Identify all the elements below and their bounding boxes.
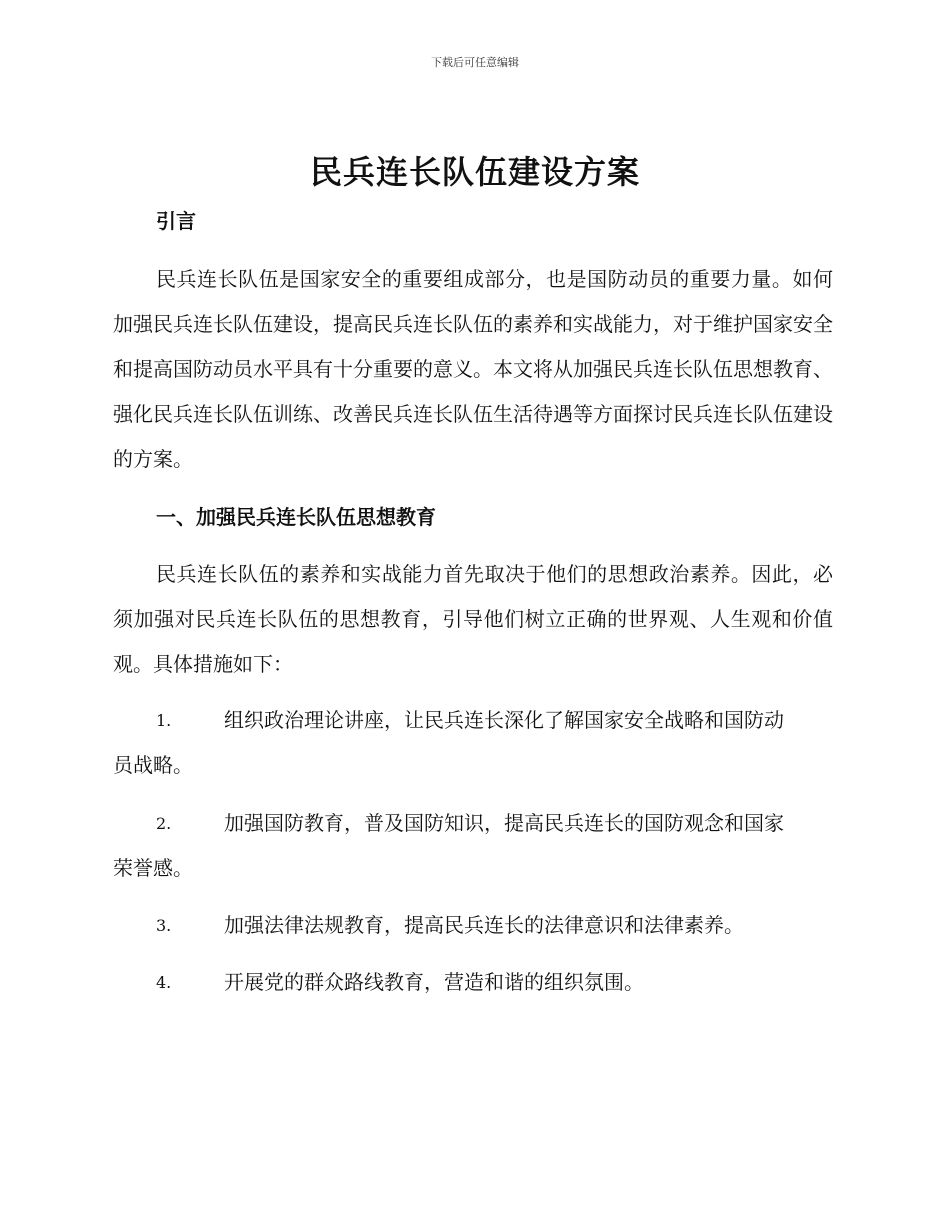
list-item-text: 加强国防教育，普及国防知识，提高民兵连长的国防观念和国家 [224,811,784,835]
list-item-text: 组织政治理论讲座，让民兵连长深化了解国家安全战略和国防动 [224,708,784,732]
list-item [113,698,833,788]
page-header-note: 下载后可任意编辑 [431,56,519,69]
intro-paragraph [113,257,833,482]
list-item-text: 加强法律法规教育，提高民兵连长的法律意识和法律素养。 [224,913,744,937]
list-item-text-continued: 荣誉感。 [113,856,193,880]
intro-heading: 引言 [156,209,196,233]
list-item-text: 开展党的群众路线教育，营造和谐的组织氛围。 [224,970,644,994]
list-item-number: 4. [156,973,172,992]
list-item [113,903,833,948]
document-title: 民兵连长队伍建设方案 [309,153,640,191]
list-item-number: 3. [156,916,172,935]
section1-heading: 一、加强民兵连长队伍思想教育 [156,505,436,529]
section1-paragraph-text: 民兵连长队伍的素养和实战能力首先取决于他们的思想政治素养。因此，必须加强对民兵连长队伍的思想教育，引导他们树立正确的世界观、人生观和价值观。具体措施如下： [113,562,833,676]
list-item-number: 2. [156,814,172,833]
intro-paragraph-text: 民兵连长队伍是国家安全的重要组成部分，也是国防动员的重要力量。如何加强民兵连长队伍建设，提高民兵连长队伍的素养和实战能力，对于维护国家安全和提高国防动员水平具有十分重要的意义。本文将从加强民兵连长队伍思想教育、强化民兵连长队伍训练、改善民兵连长队伍生活待遇等方面探讨民兵连长队伍建设的方案。 [113,267,833,471]
list-item-text-continued: 员战略。 [113,753,193,777]
list-item [113,801,833,891]
list-item [113,960,833,1005]
list-item-number: 1. [156,711,172,730]
section1-paragraph [113,552,833,687]
